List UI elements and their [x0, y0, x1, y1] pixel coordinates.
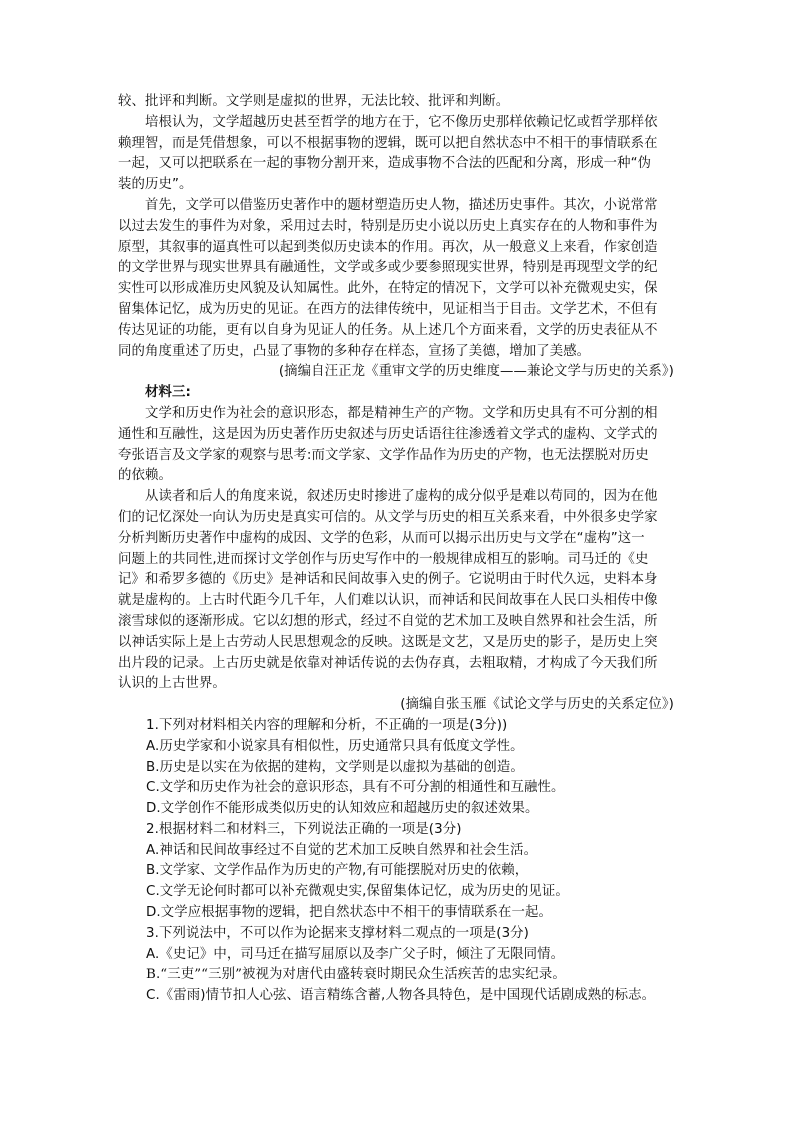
- text-line: B.历史是以实在为依据的建构，文学则是以虚拟为基础的创造。: [146, 759, 524, 775]
- text-line: B.文学家、文学作品作为历史的产物,有可能摆脱对历史的依赖，: [146, 863, 529, 879]
- text-line: 同的角度重述了历史，凸显了事物的多种存在样态，宣扬了美德，增加了美感。: [118, 343, 591, 359]
- text-line: 们的记忆深处一向认为历史是真实可信的。从文学与历史的相互关系来看，中外很多史学家: [118, 509, 658, 525]
- text-line: 滚雪球似的逐渐形成。它以幻想的形式，经过不自觉的艺术加工及映自然界和社会生活，所: [118, 613, 658, 629]
- text-line: C.《雷雨)情节扣人心弦、语言精练含蓄,人物各具特色，是中国现代话剧成熟的标志。: [146, 988, 656, 1004]
- text-line: 记》和希罗多德的《历史》是神话和民间故事入史的例子。它说明由于时代久远，史料本身: [118, 572, 658, 588]
- text-line: 的文学世界与现实世界具有融通性，文学或多或少要参照现实世界，特别是再现型文学的纪: [118, 260, 658, 276]
- text-line: 首先，文学可以借鉴历史著作中的题材塑造历史人物，描述历史事件。其次，小说常常: [145, 197, 658, 213]
- text-line: A.历史学家和小说家具有相似性，历史通常只具有低度文学性。: [146, 738, 524, 754]
- text-line: A.神话和民间故事经过不自觉的艺术加工反映自然界和社会生活。: [146, 842, 538, 858]
- text-line: 通性和互融性，这是因为历史著作历史叙述与历史话语往往渗透着文学式的虚构、文学式的: [118, 426, 658, 442]
- text-line: 夸张语言及文学家的观察与思考:而文学家、文学作品作为历史的产物，也无法摆脱对历史: [118, 447, 649, 463]
- text-line: 以神话实际上是上古劳动人民思想观念的反映。这既是文艺，又是历史的影子，是历史上突: [118, 634, 658, 650]
- text-line: C.文学和历史作为社会的意识形态，具有不可分割的相通性和互融性。: [146, 780, 565, 796]
- text-line: 实性可以形成准历史风貌及认知属性。此外，在特定的情况下，文学可以补充微观史实，保: [118, 281, 658, 297]
- text-line: 问题上的共同性,进而探讨文学创作与历史写作中的一般规律成相互的影响。司马迁的《史: [118, 551, 649, 567]
- text-line: 3.下列说法中，不可以作为论据来支撑材料二观点的一项是(3分): [146, 925, 529, 941]
- text-line: 传达见证的功能，更有以自身为见证人的任务。从上述几个方面来看，文学的历史表征从不: [118, 322, 658, 338]
- text-line: 文学和历史作为社会的意识形态，都是精神生产的产物。文学和历史具有不可分割的相: [145, 405, 658, 421]
- text-line: 装的历史”。: [118, 177, 193, 193]
- text-line: 原型，其叙事的逼真性可以起到类似历史读本的作用。再次，从一般意义上来看，作家创造: [118, 239, 658, 255]
- document-page: [118, 92, 674, 1007]
- text-line: D.文学应根据事物的逻辑，把自然状态中不相干的事情联系在一起。: [146, 905, 552, 921]
- text-line: D.文学创作不能形成类似历史的认知效应和超越历史的叙述效果。: [146, 801, 539, 817]
- text-line: 较、批评和判断。文学则是虚拟的世界，无法比较、批评和判断。: [118, 94, 510, 109]
- text-line: (摘编自张玉雁《试论文学与历史的关系定位》): [400, 697, 674, 713]
- text-line: 认识的上古世界。: [118, 676, 226, 692]
- text-line: 一起，又可以把联系在一起的事物分割开来，造成事物不合法的匹配和分离，形成一种“伪: [118, 156, 652, 172]
- text-line: 的依赖。: [118, 468, 172, 484]
- text-line: 出片段的记录。上古历史就是依靠对神话传说的去伪存真，去粗取精，才构成了今天我们所: [118, 655, 658, 671]
- text-line: 材料三:: [145, 385, 191, 401]
- text-line: (摘编自汪正龙《重审文学的历史维度——兼论文学与历史的关系》): [278, 364, 674, 380]
- text-line: 赖理智，而是凭借想象，可以不根据事物的逻辑，既可以把自然状态中不相干的事情联系在: [118, 135, 658, 151]
- text-line: 就是虚构的。上古时代距今几千年，人们难以认识，而神话和民间故事在人民口头相传中像: [118, 593, 658, 609]
- text-line: 以过去发生的事件为对象，采用过去时，特别是历史小说以历史上真实存在的人物和事件为: [118, 218, 658, 234]
- text-line: 1.下列对材料相关内容的理解和分析，不正确的一项是(3分)): [146, 717, 508, 733]
- text-line: A.《史记》中，司马迁在描写屈原以及李广父子时，倾注了无限同情。: [146, 946, 565, 962]
- text-line: C.文学无论何时都可以补充微观史实,保留集体记忆，成为历史的见证。: [146, 884, 569, 900]
- text-line: 培根认为，文学超越历史甚至哲学的地方在于，它不像历史那样依赖记忆或哲学那样依: [145, 114, 658, 130]
- text-line: 2.根据材料二和材料三，下列说法正确的一项是(3分): [146, 821, 462, 837]
- text-line: 从读者和后人的角度来说，叙述历史时掺进了虚构的成分似乎是难以苟同的，因为在他: [145, 489, 658, 505]
- text-line: B.“三吏”“三别”被视为对唐代由盛转衰时期民众生活疾苦的忠实纪录。: [146, 967, 566, 983]
- text-line: 留集体记忆，成为历史的见证。在西方的法律传统中，见证相当于目击。文学艺术，不但有: [118, 301, 658, 317]
- text-line: 分析判断历史著作中虚构的成因、文学的色彩，从而可以揭示出历史与文学在“虚构”这一: [118, 530, 645, 546]
